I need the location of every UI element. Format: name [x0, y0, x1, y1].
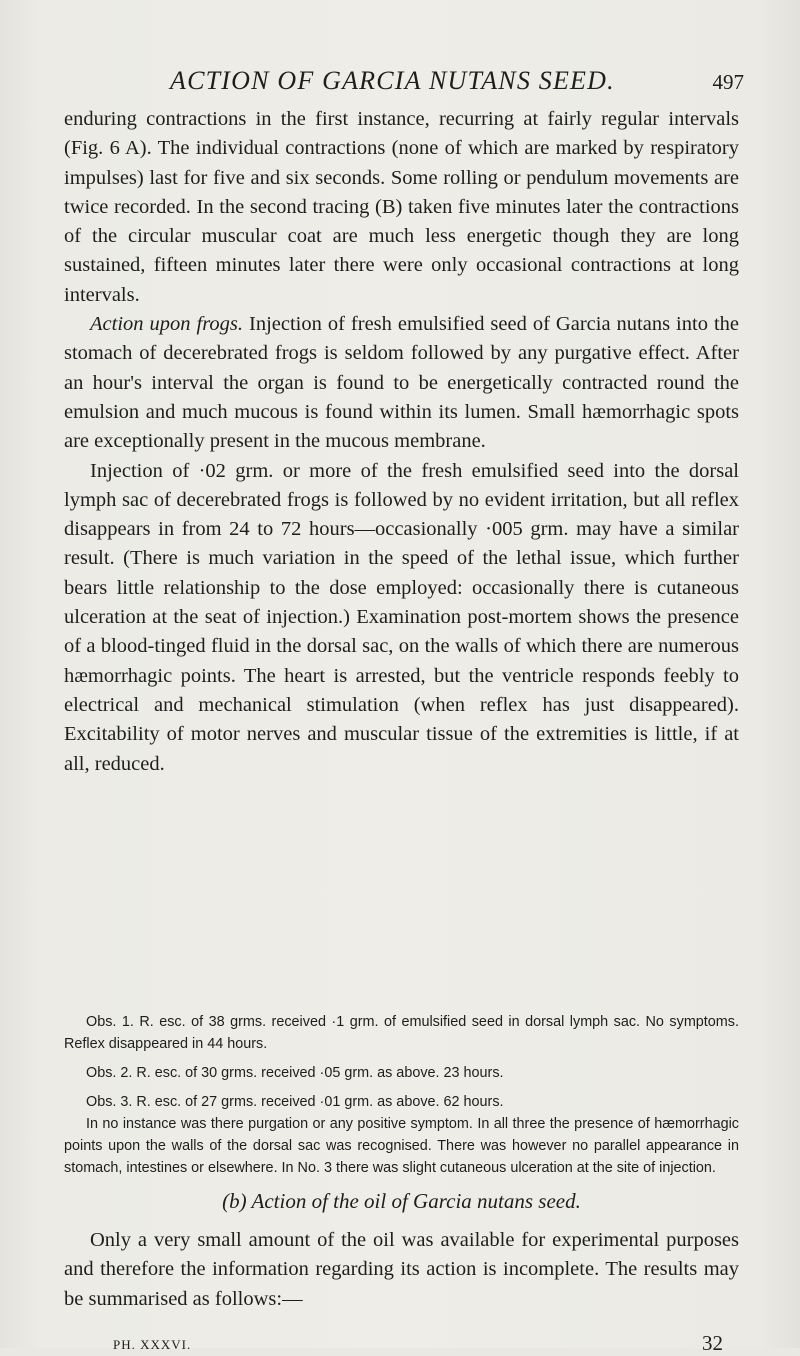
- observation-1: Obs. 1. R. esc. of 38 grms. received ·1 grm. of emulsified seed in dorsal lymph sac. No symptoms. Reflex disappeared in 44 hours.: [64, 1014, 739, 1052]
- running-head: ACTION OF GARCIA NUTANS SEED.: [170, 66, 615, 95]
- sheet-number: 32: [702, 1331, 723, 1355]
- observation-3: Obs. 3. R. esc. of 27 grms. received ·01 grm. as above. 62 hours.: [86, 1094, 504, 1110]
- observation-summary: In no instance was there purgation or any positive symptom. In all three the presence of hæmorrhagic points upon the walls of the dorsal sac was recognised. There was however no parallel appearance in stomach, intestines or elsewhere. In No. 3 there was slight cutaneous ulceration at the site of injection.: [64, 1116, 739, 1176]
- paragraph-action-upon-frogs: [64, 310, 739, 456]
- main-text: [64, 105, 739, 779]
- paragraph-injection-lymph-sac: Injection of ·02 grm. or more of the fresh emulsified seed into the dorsal lymph sac of decerebrated frogs is followed by no evident irritation, but all reflex disappears in from 24 to 72 hours—occasionally ·005 grm. may have a similar result. (There is much variation in the speed of the lethal issue, which further bears little relationship to the dose employed: occasionally there is cutaneous ulceration at the seat of injection.) Examination post-mortem shows the presence of a blood-tinged fluid in the dorsal sac, on the walls of which there are numerous hæmorrhagic points. The heart is arrested, but the ventricle responds feebly to electrical and mechanical stimulation (when reflex has just disappeared). Excitability of motor nerves and muscular tissue of the extremities is little, if at all, reduced.: [64, 459, 739, 775]
- paragraph-oil: Only a very small amount of the oil was available for experimental purposes and therefore the information regarding its action is incomplete. The results may be summarised as follows:—: [64, 1229, 739, 1310]
- paragraph-text: Injection of fresh emulsified seed of Garcia nutans into the stomach of decerebrated frogs is seldom followed by any purgative effect. After an hour's interval the organ is found to be energetically contracted round the emulsion and much mucous is found within its lumen. Small hæmorrhagic spots are exceptionally present in the mucous membrane.: [64, 313, 739, 453]
- observation-notes: [64, 1011, 739, 1179]
- page-header: [170, 66, 744, 98]
- paragraph-lead-italic: Action upon frogs.: [90, 313, 244, 336]
- page-number: 497: [712, 70, 744, 94]
- signature-mark: PH. XXXVI.: [113, 1337, 192, 1352]
- section-heading: (b) Action of the oil of Garcia nutans seed.: [222, 1189, 581, 1213]
- section-text: [64, 1226, 739, 1314]
- observation-2: Obs. 2. R. esc. of 30 grms. received ·05 grm. as above. 23 hours.: [86, 1065, 504, 1081]
- paragraph-contractions: enduring contractions in the first instance, recurring at fairly regular intervals (Fig. 6 A). The individual contractions (none of which are marked by respiratory impulses) last for five and six seconds. Some rolling or pendulum movements are twice recorded. In the second tracing (B) taken five minutes later the contractions of the circular muscular coat are much less energetic though they are long sustained, fifteen minutes later there were only occasional contractions at long intervals.: [64, 108, 739, 306]
